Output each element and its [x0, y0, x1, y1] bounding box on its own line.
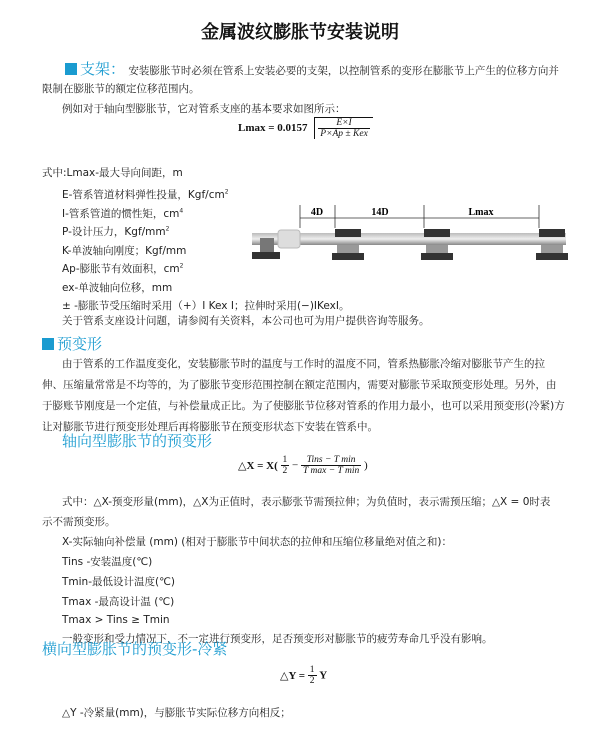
close-paren: ) — [363, 459, 368, 472]
axial-note-line-text: 一般变形和受力情况下，不一定进行预变形，足否预变形对膨胀节的疲劳寿命几乎没有影响。 — [62, 633, 493, 645]
superscript: 4 — [179, 207, 184, 214]
formula-lhs: △X = X( — [238, 460, 278, 472]
variable-item-text: K-单波轴向刚度；Kgf/mm — [62, 244, 187, 257]
formula-rhs: Y — [319, 669, 328, 682]
half-numerator: 1 — [309, 665, 315, 675]
variable-item-text: ex-单波轴向位移，mm — [62, 281, 173, 294]
variable-item — [62, 224, 169, 239]
axial-note-line-text: 示不需预变形。 — [42, 516, 116, 528]
support-example: 例如对于轴向型膨胀节，它对管系支座的基本要求如图所示： — [62, 103, 346, 115]
variable-item — [62, 280, 172, 295]
superscript: 2 — [165, 225, 170, 233]
paragraph-line-text: 让对膨胀节进行预变形处理后再将膨胀节在预变形状态下安装在管系中。 — [42, 421, 378, 433]
paragraph-line — [42, 377, 557, 392]
lateral-formula — [280, 665, 327, 686]
variable-item-text: P-设计压力，Kgf/mm — [62, 226, 166, 238]
variable-item — [62, 187, 229, 202]
axial-note-line-text: Tmax -最高设计温 (℃) — [62, 596, 175, 608]
support-intro-line2: 限制在膨胀节的额定位移范围内。 — [42, 83, 200, 95]
axial-note-line-text: Tmax > Tins ≥ Tmin — [62, 614, 170, 626]
axial-note-line — [62, 574, 175, 589]
axial-note-line-text: 式中：△X-预变形量(mm)，△X为正值时，表示膨张节需预拉伸；为负值时，表示需预压缩；△X = 0时表 — [62, 496, 551, 508]
paragraph-line — [62, 356, 545, 371]
square-bullet-icon — [42, 338, 54, 350]
variable-item — [62, 243, 186, 258]
variable-item — [62, 261, 183, 276]
formula-numerator: E×I — [318, 118, 370, 129]
where-lmax: 式中:Lmax-最大导向间距，m — [42, 167, 183, 179]
variable-item — [62, 298, 349, 313]
lateral-note: △Y -冷紧量(mm)，与膨胀节实际位移方向相反； — [62, 707, 291, 719]
lmax-formula — [238, 117, 373, 139]
support-heading-text: 支架： — [80, 60, 126, 78]
support-note: 关于管系支座设计问题，请参阅有关资料，本公司也可为用户提供咨询等服务。 — [62, 315, 430, 327]
variable-item-text: Ap-膨胀节有效面积，cm — [62, 263, 180, 275]
dim-lmax: Lmax — [468, 207, 494, 218]
axial-note-line — [62, 494, 550, 509]
paragraph-line-text: 于膨账节刚度是一个定值，与补偿量成正比。为了使膨胀节位移对管系的作用力最小，也可以采用预变形(冷紧)方 — [42, 400, 565, 412]
axial-note-line — [62, 614, 170, 626]
paragraph-line — [42, 398, 565, 413]
lateral-heading: 横向型膨胀节的预变形-冷紧 — [42, 640, 228, 658]
axial-note-line — [62, 594, 174, 609]
minus: − — [292, 459, 299, 472]
variable-item-text: E-管系管道材料弹性投量，Kgf/cm — [62, 189, 225, 201]
sqrt — [314, 117, 373, 139]
predeform-heading-text: 预变形 — [57, 335, 103, 353]
axial-note-line-text: Tins -安装温度(℃) — [62, 556, 153, 568]
axial-note-line — [42, 514, 116, 529]
dim-4d: 4D — [310, 207, 324, 218]
axial-heading: 轴向型膨胀节的预变形 — [62, 432, 213, 450]
axial-note-line — [62, 534, 452, 549]
paragraph-line-text: 伸、压缩量常常是不均等的，为了膨胀节变形范围控制在额定范围内，需要对膨胀节采取预变形处理。另外，由 — [42, 379, 557, 391]
support-section-intro — [65, 58, 559, 79]
bellows — [278, 230, 300, 248]
formula-denominator: T max − T min — [303, 466, 360, 476]
predeform-heading — [42, 333, 102, 354]
support-heading — [65, 60, 125, 78]
variable-item-text: ± -膨胀节受压缩时采用（+）I Kex I；拉伸时采用(−)IKexI。 — [62, 300, 350, 312]
page-title: 金属波纹膨胀节安装说明 — [201, 22, 399, 43]
square-bullet-icon — [65, 63, 77, 75]
dim-14d: 14D — [371, 207, 389, 218]
formula-numerator: Tins − T min — [301, 455, 361, 466]
superscript: 2 — [224, 188, 229, 196]
formula-denominator: P×Ap ± Kex — [320, 129, 368, 139]
variable-item-text: I-管系管道的惯性矩，cm — [62, 207, 180, 220]
axial-note-line-text: Tmin-最低设计温度(℃) — [62, 576, 175, 588]
paragraph-line-text: 由于管系的工作温度变化，安装膨胀节时的温度与工作时的温度不同，管系热膨胀冷缩对膨胀节产生的拉 — [62, 358, 545, 370]
half-denominator: 2 — [282, 466, 288, 476]
axial-note-line — [62, 554, 152, 569]
formula-lhs: Lmax = 0.0157 — [238, 122, 308, 134]
axial-formula — [238, 455, 368, 476]
half-numerator: 1 — [282, 455, 288, 465]
formula-lhs: △Y = — [280, 670, 306, 682]
axial-note-line-text: X-实际轴向补偿量 (mm) (相对于膨胀节中间状态的拉伸和压缩位移量绝对值之和)： — [62, 536, 452, 548]
support-intro-line1: 安装膨胀节时必须在管系上安装必要的支架，以控制管系的变形在膨胀节上产生的位移方向并 — [128, 65, 559, 77]
half-denominator: 2 — [309, 676, 315, 686]
anchor-block — [260, 238, 274, 252]
variable-item — [62, 206, 183, 221]
pipe-support-diagram — [250, 200, 570, 280]
superscript: 2 — [179, 262, 184, 270]
